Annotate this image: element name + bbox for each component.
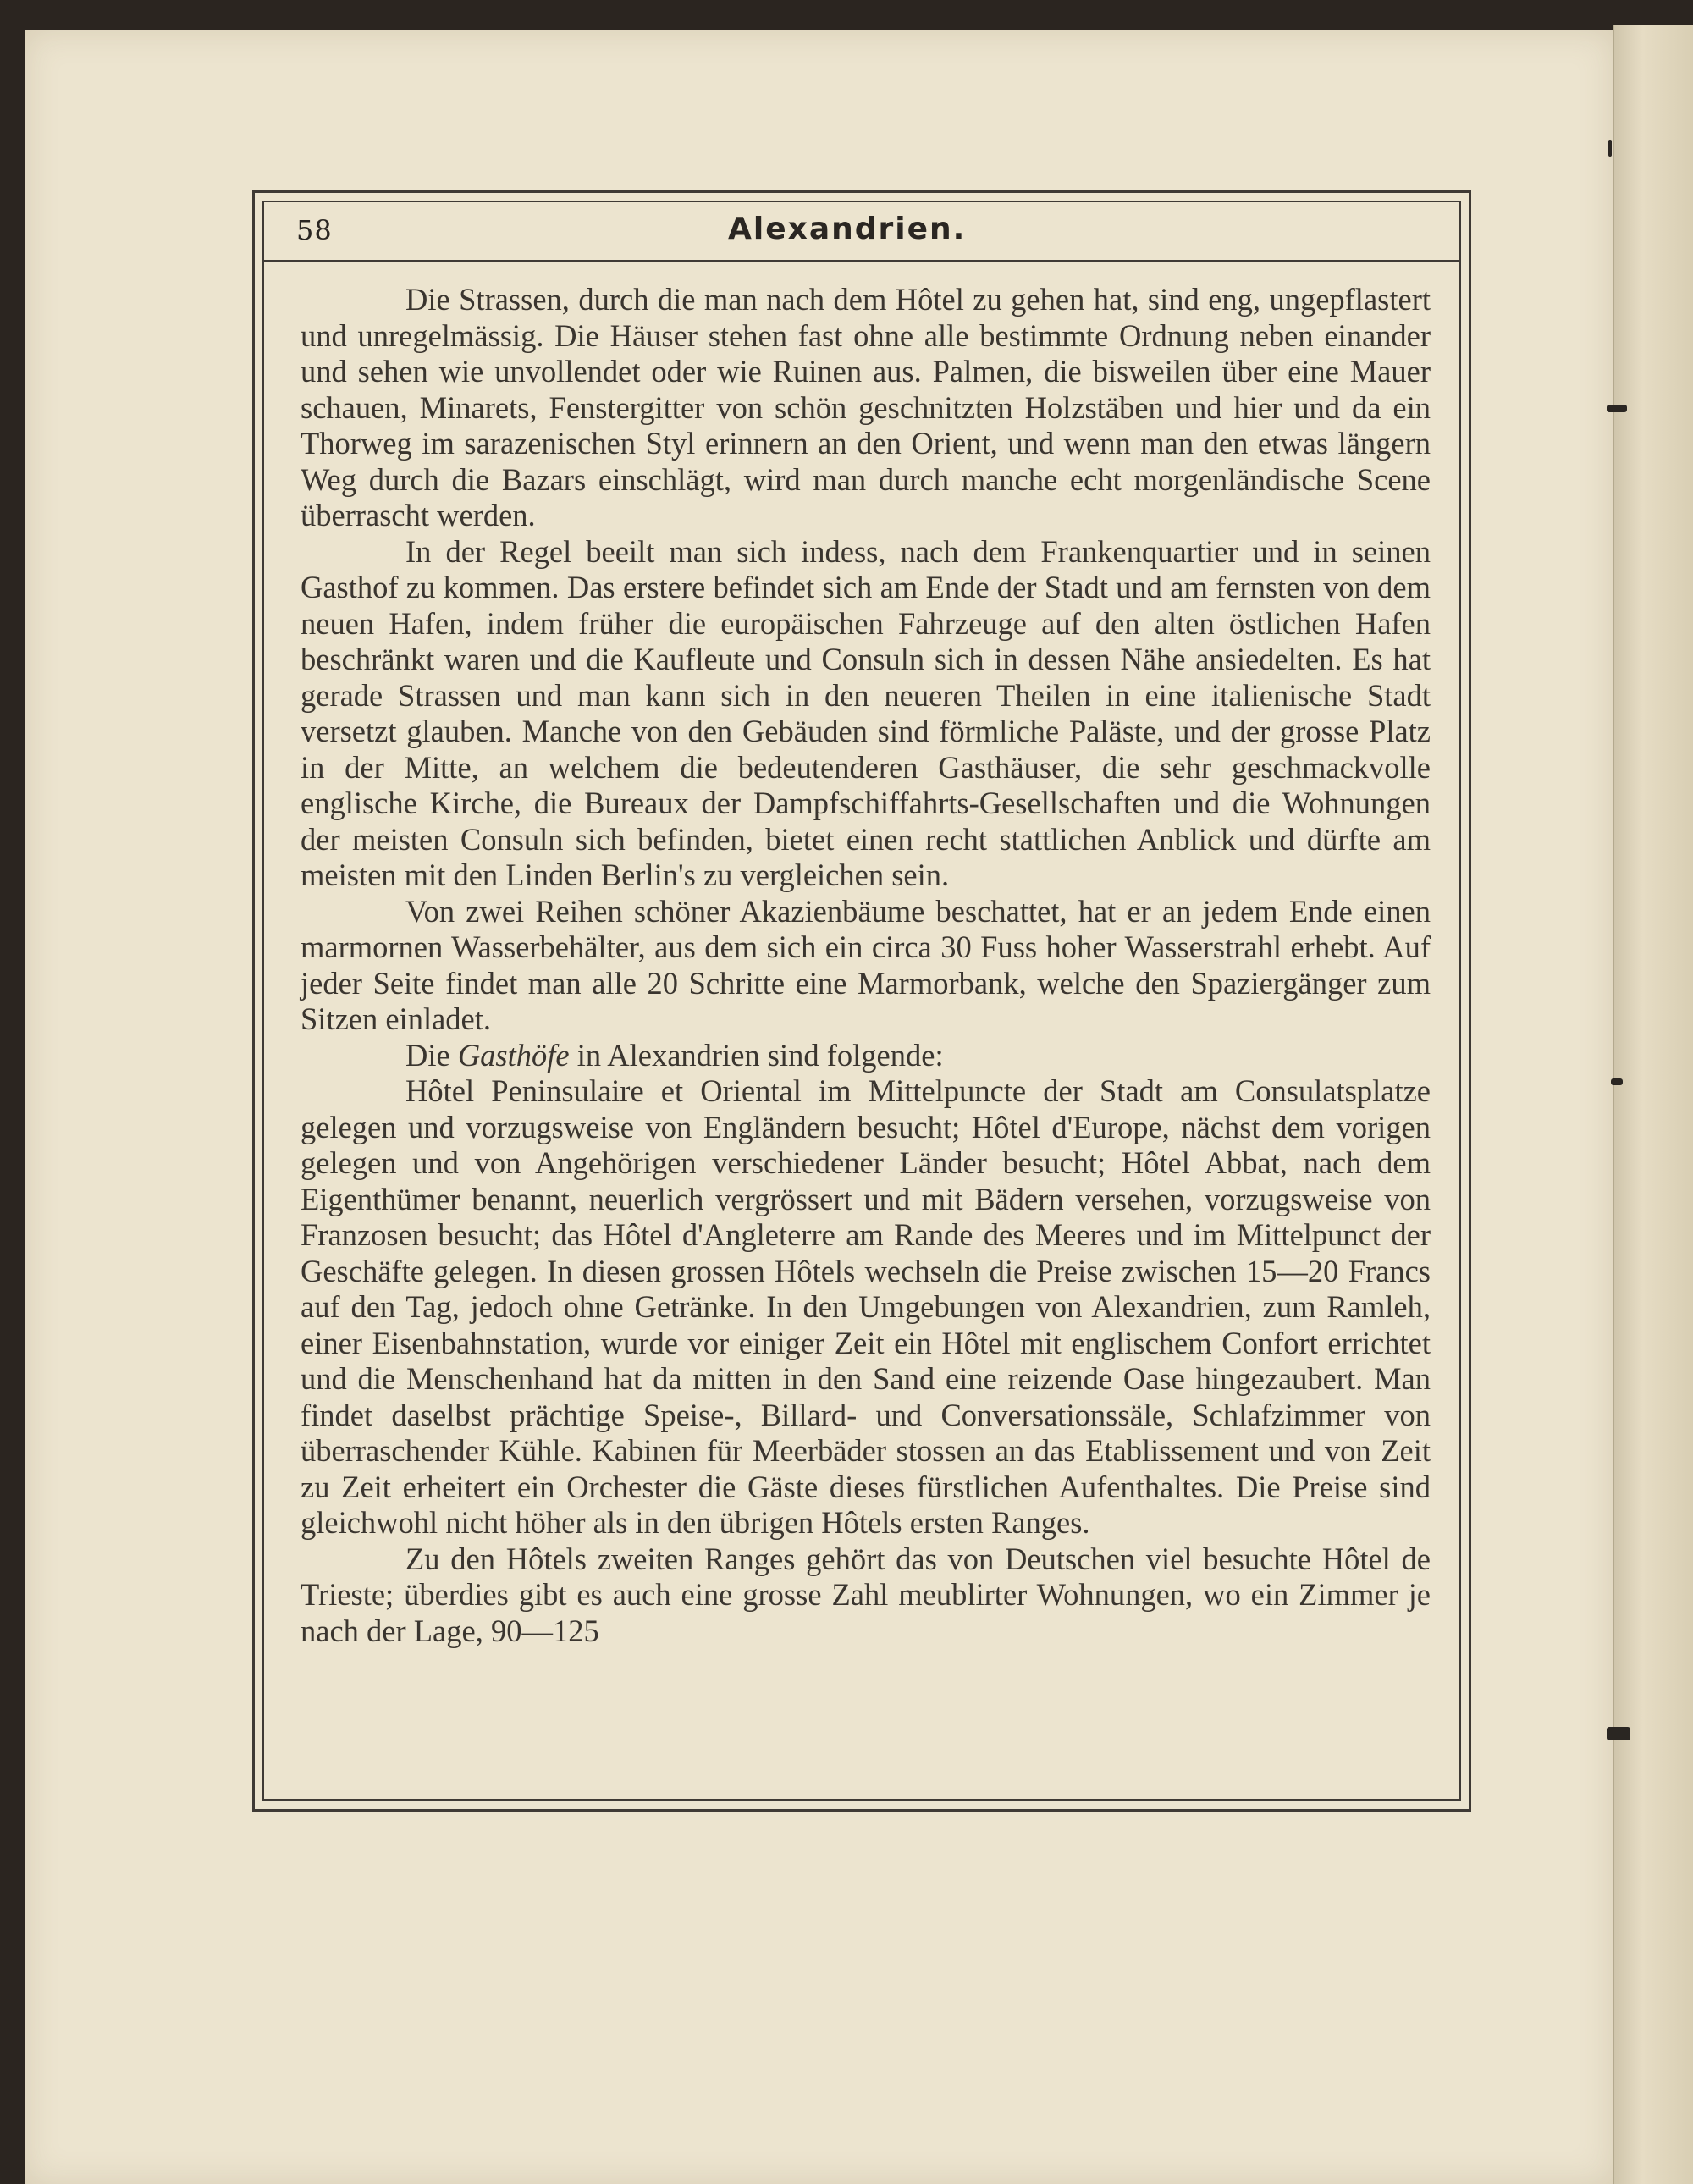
- page-number: 58: [296, 214, 333, 246]
- facing-page-edge: [1613, 25, 1693, 2184]
- paragraph-square: Von zwei Reihen schöner Akazienbäume beschattet, hat er an jedem Ende einen marmornen Wasserbehälter, aus dem sich ein circa 30 Fuss hoher Wasserstrahl erhebt. Auf jeder Seite findet man alle 20 Schritte eine Marmorbank, welche den Spaziergänger zum Sitzen einladet.: [301, 893, 1431, 1036]
- paragraph-streets: Die Strassen, durch die man nach dem Hôtel zu gehen hat, sind eng, ungepflastert und unregelmässig. Die Häuser stehen fast ohne alle bestimmte Ordnung neben einander und sehen wie unvollendet oder wie Ruinen aus. Palmen, die bisweilen über eine Mauer schauen, Minarets, Fenstergitter von schön geschnitzten Holzstäben und hier und da ein Thorweg im sarazenischen Styl erinnern an den Orient, und wenn man den etwas längern Weg durch die Bazars einschlägt, wird man durch manche echt morgenländische Scene überrascht werden.: [301, 282, 1431, 532]
- header-rule: [262, 260, 1461, 262]
- intro-italic-term: Gasthöfe: [457, 1037, 570, 1073]
- margin-mark: [1611, 1078, 1623, 1085]
- margin-mark: [1607, 405, 1627, 412]
- intro-text-after: in Alexandrien sind folgende:: [569, 1037, 944, 1073]
- paragraph-hotels-second-rank: Zu den Hôtels zweiten Ranges gehört das von Deutschen viel besuchte Hôtel de Trieste; überdies gibt es auch eine grosse Zahl meublirter Wohnungen, wo ein Zimmer je nach der Lage, 90—125: [301, 1541, 1431, 1648]
- margin-mark: [1608, 140, 1612, 157]
- paragraph-frankenquartier: In der Regel beeilt man sich indess, nach dem Frankenquartier und in seinen Gasthof zu kommen. Das erstere befindet sich am Ende der Stadt und am fernsten von dem neuen Hafen, indem früher die europäischen Fahrzeuge auf den alten östlichen Hafen beschränkt waren und die Kaufleute und Consuln sich in dessen Nähe ansiedelten. Es hat gerade Strassen und man kann sich in den neueren Theilen in eine italienische Stadt versetzt glauben. Manche von den Gebäuden sind förmliche Paläste, und der grosse Platz in der Mitte, an welchem die bedeutenderen Gasthäuser, die sehr geschmackvolle englische Kirche, die Bureaux der Dampfschiffahrts-Gesellschaften und die Wohnungen der meisten Consuln sich befinden, bietet einen recht stattlichen Anblick und dürfte am meisten mit den Linden Berlin's zu vergleichen sein.: [301, 533, 1431, 892]
- intro-text-before: Die: [405, 1037, 458, 1073]
- paragraph-gasthoefe-intro: [301, 1038, 1431, 1074]
- body-text: [301, 282, 1431, 1649]
- running-head: Alexandrien.: [728, 212, 967, 246]
- paragraph-hotels-first-rank: Hôtel Peninsulaire et Oriental im Mittelpuncte der Stadt am Consulatsplatze gelegen und vorzugsweise von Engländern besucht; Hôtel d'Europe, nächst dem vorigen gelegen und von Angehörigen verschiedener Länder besucht; Hôtel Abbat, nach dem Eigenthümer benannt, neuerlich vergrössert und mit Bädern versehen, vorzugsweise von Franzosen besucht; das Hôtel d'Angleterre am Rande des Meeres und im Mittelpunct der Geschäfte gelegen. In diesen grossen Hôtels wechseln die Preise zwischen 15—20 Francs auf den Tag, jedoch ohne Getränke. In den Umgebungen von Alexandrien, zum Ramleh, einer Eisenbahnstation, wurde vor einiger Zeit ein Hôtel mit englischem Confort errichtet und die Menschenhand hat da mitten in den Sand eine reizende Oase hingezaubert. Man findet daselbst prächtige Speise-, Billard- und Conversationssäle, Schlafzimmer von überraschender Kühle. Kabinen für Meerbäder stossen an das Etablissement und von Zeit zu Zeit erheitert ein Orchester die Gäste dieses fürstlichen Aufenthaltes. Die Preise sind gleichwohl nicht höher als in den übrigen Hôtels ersten Ranges.: [301, 1073, 1431, 1540]
- margin-mark: [1607, 1727, 1630, 1740]
